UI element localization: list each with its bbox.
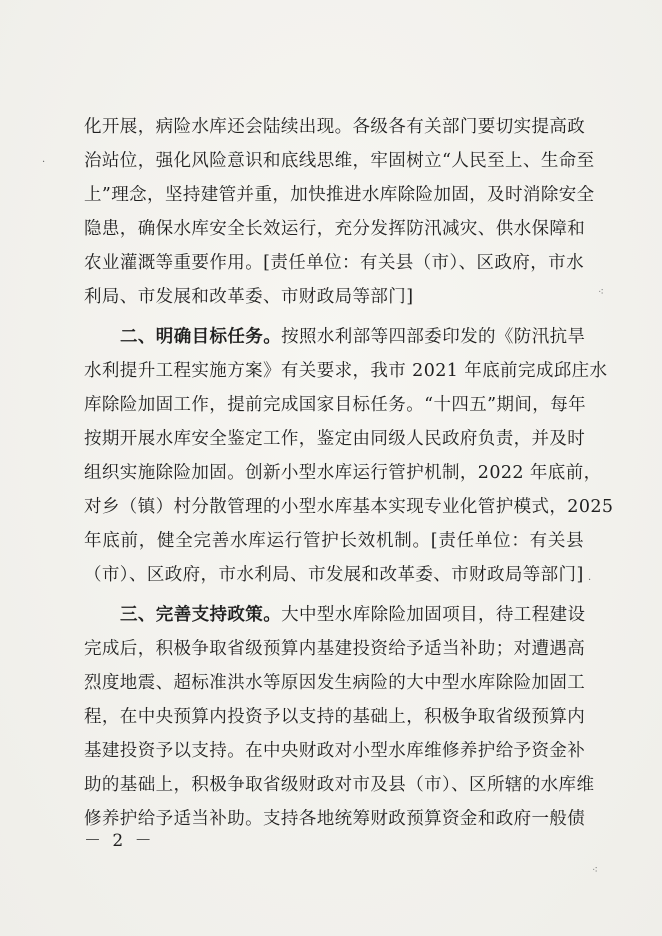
text-line: 上”理念，坚持建管并重，加快推进水库除险加固，及时消除安全: [84, 185, 595, 205]
text-line: 按期开展水库安全鉴定工作，鉴定由同级人民政府负责，并及时: [84, 429, 586, 449]
text-line: （市）、区政府，市水利局、市发展和改革委、市财政局等部门]: [84, 565, 584, 585]
text-line: 利局、市发展和改革委、市财政局等部门]: [84, 287, 414, 307]
text-line: 农业灌溉等重要作用。[责任单位：有关县（市）、区政府，市水: [84, 253, 584, 273]
text-line: 烈度地震、超标准洪水等原因发生病险的大中型水库除险加固工: [84, 673, 586, 693]
text-line: 助的基础上，积极争取省级财政对市及县（市）、区所辖的水库维: [84, 775, 595, 795]
text-line: 水利提升工程实施方案》有关要求，我市 2021 年底前完成邱庄水: [84, 361, 608, 381]
text-span: 大中型水库除险加固项目，待工程建设: [281, 605, 586, 625]
text-line: 对乡（镇）村分散管理的小型水库基本实现专业化管护模式，2025: [84, 497, 614, 517]
text-line: 库除险加固工作，提前完成国家目标任务。“十四五”期间，每年: [84, 395, 586, 415]
section-heading: 二、明确目标任务。: [120, 327, 282, 347]
paragraph-3: [84, 600, 595, 834]
text-line: 组织实施除险加固。创新小型水库运行管护机制，2022 年底前，: [84, 463, 602, 483]
text-line: 治站位，强化风险意识和底线思维，牢固树立“人民至上、生命至: [84, 151, 595, 171]
section-heading: 三、完善支持政策。: [120, 605, 282, 625]
body-text: [84, 112, 614, 838]
text-span: 按照水利部等四部委印发的《防汛抗旱: [281, 327, 586, 347]
text-line: 修养护给予适当补助。支持各地统筹财政预算资金和政府一般债: [84, 809, 586, 829]
page-number: － 2 －: [84, 831, 155, 851]
text-line: 年底前，健全完善水库运行管护长效机制。[责任单位：有关县: [84, 531, 584, 551]
paragraph-2: [84, 322, 614, 590]
text-line: [84, 600, 584, 630]
scan-speck: ·: [588, 575, 592, 586]
scan-speck: ⁖: [592, 865, 598, 876]
scan-speck: ·: [42, 157, 46, 168]
scan-speck: ⁖: [598, 287, 604, 298]
text-line: 基建投资予以支持。在中央财政对小型水库维修养护给予资金补: [84, 741, 586, 761]
text-line: [84, 322, 584, 352]
text-line: 隐患，确保水库安全长效运行，充分发挥防汛减灾、供水保障和: [84, 219, 586, 239]
text-line: 化开展，病险水库还会陆续出现。各级各有关部门要切实提高政: [84, 117, 586, 137]
text-line: 程，在中央预算内投资予以支持的基础上，积极争取省级预算内: [84, 707, 586, 727]
text-line: 完成后，积极争取省级预算内基建投资给予适当补助；对遭遇高: [84, 639, 586, 659]
paragraph-1: [84, 112, 595, 312]
